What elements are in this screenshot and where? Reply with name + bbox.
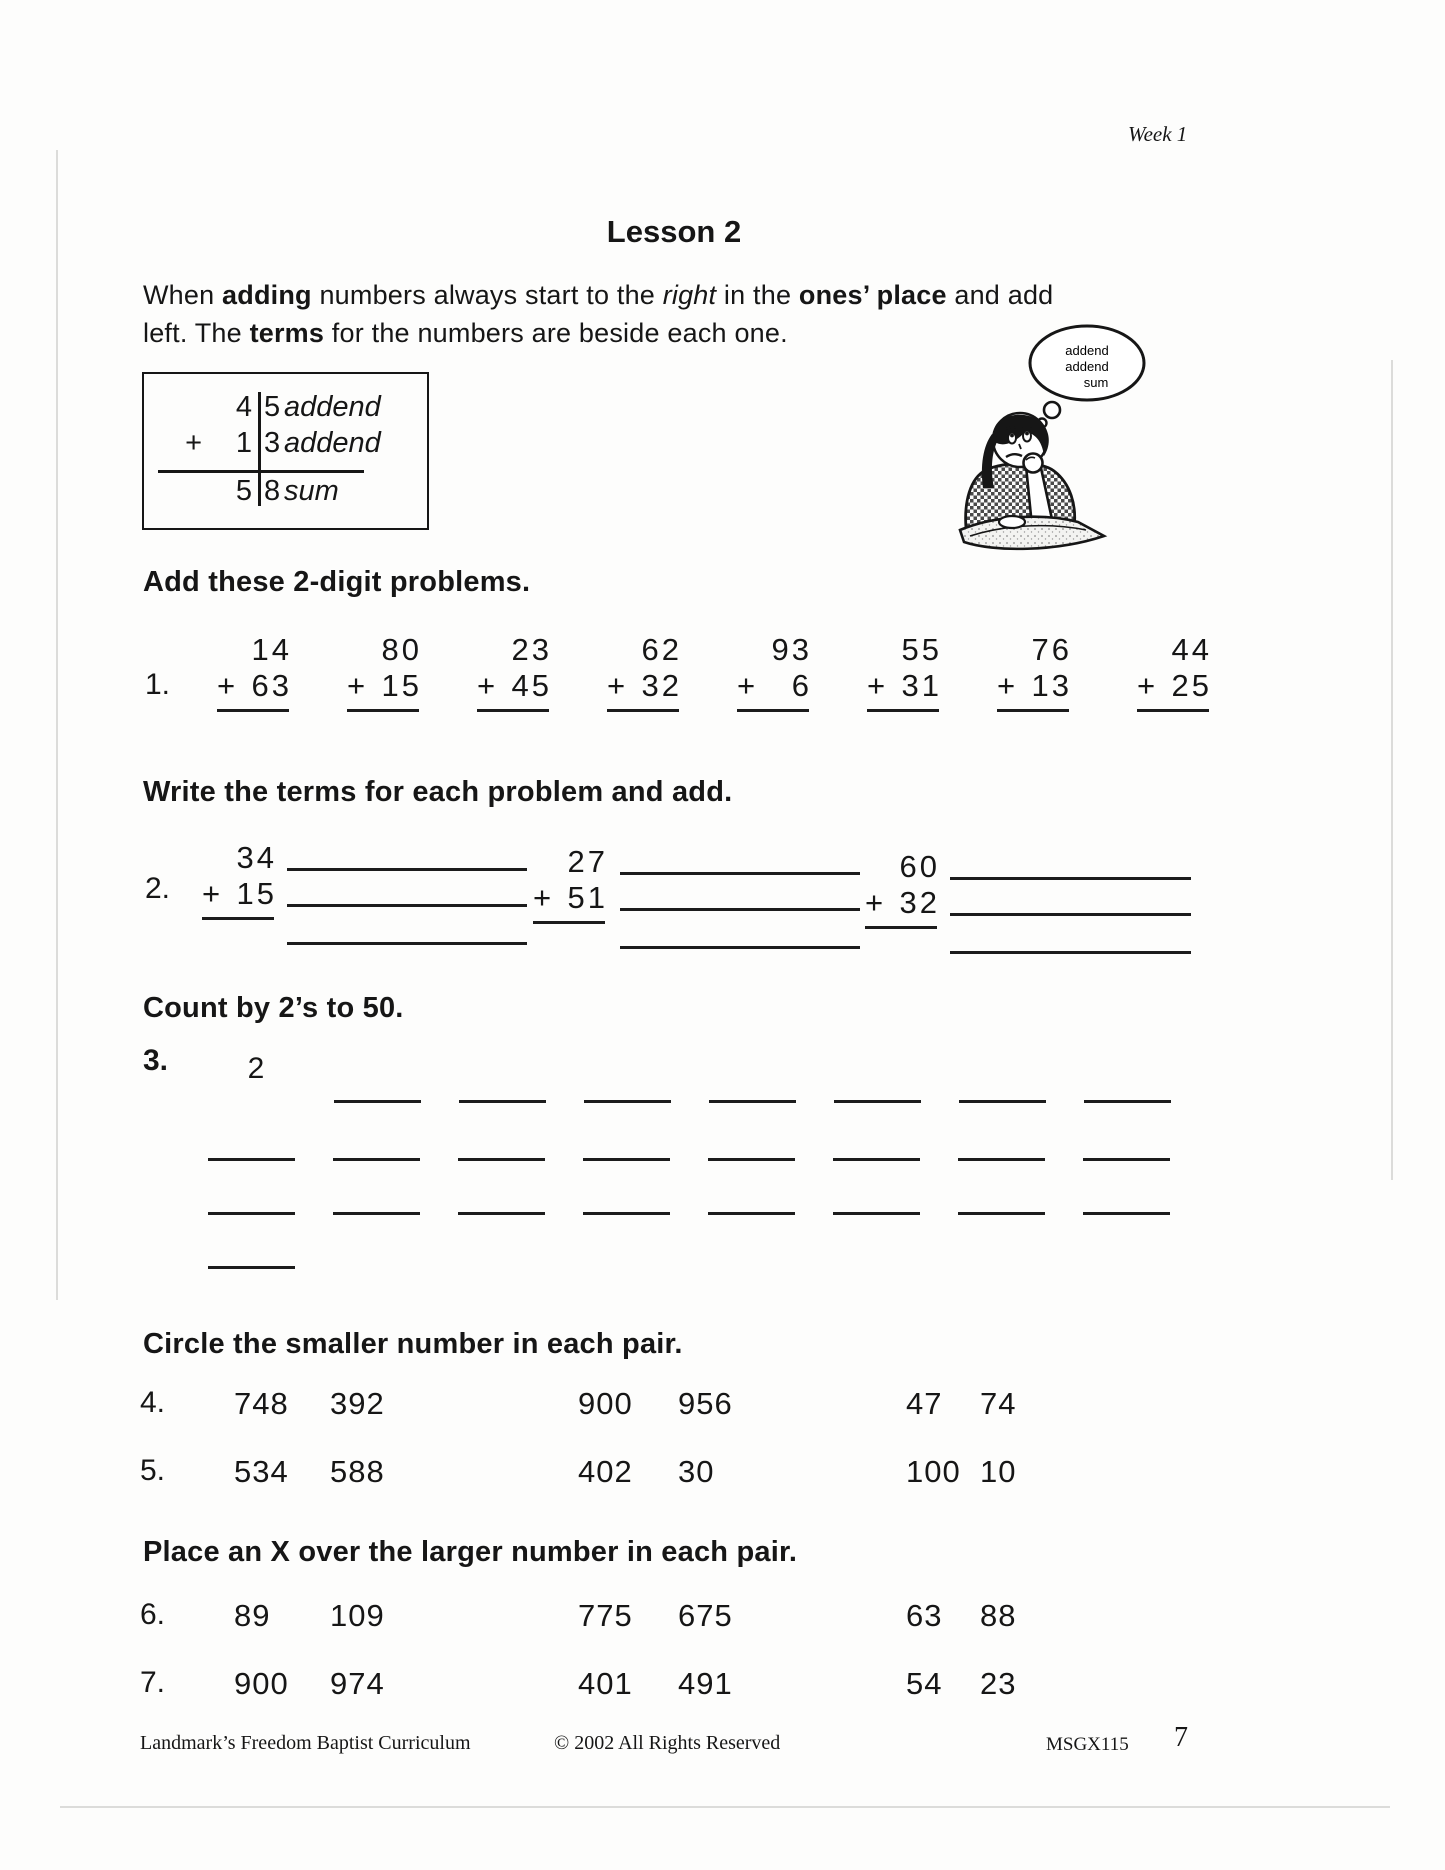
addend-bottom	[867, 668, 942, 704]
addend-value: 32	[899, 885, 940, 920]
pair-number: 675	[678, 1598, 733, 1633]
pair-number: 30	[678, 1454, 715, 1489]
addition-example-box	[142, 372, 429, 530]
answer-blank	[1083, 1158, 1170, 1161]
pair-number: 775	[578, 1598, 633, 1633]
intro-text-segment: and add	[946, 280, 1054, 310]
plus-sign: +	[185, 427, 202, 459]
answer-blank	[208, 1158, 295, 1161]
plus-sign: +	[202, 876, 221, 911]
ones-digit: 5	[264, 391, 281, 423]
plus-sign: +	[737, 668, 756, 703]
answer-blank	[287, 868, 527, 871]
addend-top: 44	[1171, 632, 1212, 667]
answer-blank	[958, 1212, 1045, 1215]
problem-label: 7.	[140, 1666, 166, 1699]
answer-blank	[833, 1158, 920, 1161]
pair-number: 109	[330, 1598, 385, 1633]
answer-blank	[333, 1158, 420, 1161]
addition-problem	[867, 632, 942, 712]
addend-bottom	[1137, 668, 1212, 704]
page-title: Lesson 2	[606, 214, 742, 249]
addition-problem	[997, 632, 1072, 712]
ones-digit: 3	[264, 427, 281, 459]
problem2-label: 2.	[145, 872, 171, 905]
bubble-line-3: sum	[1083, 375, 1109, 390]
addend-top: 93	[771, 632, 812, 667]
bubble-line-1: addend	[1065, 343, 1109, 358]
answer-blank	[620, 946, 860, 949]
answer-blank	[950, 877, 1191, 880]
addend-bottom	[347, 668, 422, 704]
answer-blank	[583, 1212, 670, 1215]
section4-heading: Circle the smaller number in each pair.	[143, 1328, 683, 1360]
addend-bottom	[737, 668, 812, 704]
addend-top: 62	[641, 632, 682, 667]
answer-blank	[1083, 1212, 1170, 1215]
addend-value: 32	[641, 668, 682, 703]
section1-heading: Add these 2-digit problems.	[143, 566, 531, 598]
scan-artifact-line	[56, 150, 58, 1300]
footer-page-number: 7	[1174, 1722, 1188, 1753]
plus-sign: +	[1137, 668, 1156, 703]
plus-sign: +	[217, 668, 236, 703]
bubble-line-2: addend	[1065, 359, 1109, 374]
pair-number: 402	[578, 1454, 633, 1489]
answer-blank	[287, 904, 527, 907]
answer-blank	[208, 1266, 295, 1269]
pair-number: 23	[980, 1666, 1017, 1701]
plus-sign: +	[997, 668, 1016, 703]
pair-number: 47	[906, 1386, 943, 1421]
answer-blank	[334, 1100, 421, 1103]
intro-text-segment: for the numbers are beside each one.	[324, 318, 788, 348]
pair-number: 89	[234, 1598, 271, 1633]
intro-text-segment: When	[143, 280, 223, 310]
week-label: Week 1	[1128, 122, 1188, 146]
intro-paragraph	[143, 276, 1073, 352]
addition-problem	[202, 840, 277, 920]
section5-heading: Place an X over the larger number in each pair.	[143, 1536, 798, 1568]
addend-top: 23	[511, 632, 552, 667]
problem-label: 6.	[140, 1598, 166, 1631]
addend-top: 55	[901, 632, 942, 667]
example-row-addend2	[144, 426, 427, 460]
addend-bottom	[607, 668, 682, 704]
section2-heading: Write the terms for each problem and add.	[143, 776, 733, 808]
addend-value: 25	[1171, 668, 1212, 703]
tens-digit: 1	[235, 427, 252, 459]
example-row-sum	[144, 474, 427, 508]
example-row-addend1	[144, 390, 427, 424]
answer-blank	[833, 1212, 920, 1215]
plus-sign: +	[477, 668, 496, 703]
addend-value: 63	[251, 668, 292, 703]
ones-digit: 8	[264, 475, 281, 507]
pair-number: 491	[678, 1666, 733, 1701]
tens-digit: 4	[235, 391, 252, 423]
problem-label: 5.	[140, 1454, 166, 1487]
pair-number: 100	[906, 1454, 961, 1489]
intro-text-segment: numbers always start to the	[311, 280, 663, 310]
term-label: addend	[284, 391, 381, 423]
plus-sign: +	[865, 885, 884, 920]
answer-blank	[458, 1212, 545, 1215]
pair-number: 974	[330, 1666, 385, 1701]
pair-number: 588	[330, 1454, 385, 1489]
answer-blank	[584, 1100, 671, 1103]
pair-number: 74	[980, 1386, 1017, 1421]
pair-number: 401	[578, 1666, 633, 1701]
addend-value: 15	[236, 876, 277, 911]
addend-top: 34	[236, 840, 277, 875]
answer-blank	[708, 1212, 795, 1215]
addend-value: 13	[1031, 668, 1072, 703]
term-label: sum	[284, 475, 339, 507]
pair-number: 956	[678, 1386, 733, 1421]
answer-blank	[950, 951, 1191, 954]
pair-number: 900	[578, 1386, 633, 1421]
sum-rule	[158, 470, 364, 473]
answer-blank	[950, 913, 1191, 916]
addend-bottom	[865, 885, 940, 921]
addition-problem	[347, 632, 422, 712]
pair-number: 900	[234, 1666, 289, 1701]
answer-blank	[620, 908, 860, 911]
problem3-label: 3.	[143, 1044, 169, 1077]
addition-problem	[865, 849, 940, 929]
plus-sign: +	[347, 668, 366, 703]
addend-value: 51	[567, 880, 608, 915]
answer-blank	[708, 1158, 795, 1161]
addend-value: 15	[381, 668, 422, 703]
term-label: addend	[284, 427, 381, 459]
addend-top: 76	[1031, 632, 1072, 667]
intro-text-segment: left. The	[143, 318, 250, 348]
section3-heading: Count by 2’s to 50.	[143, 992, 404, 1024]
addend-bottom	[997, 668, 1072, 704]
footer-publisher: Landmark’s Freedom Baptist Curriculum	[140, 1732, 471, 1754]
answer-blank	[834, 1100, 921, 1103]
answer-blank	[458, 1158, 545, 1161]
answer-blank	[958, 1158, 1045, 1161]
addend-value: 31	[901, 668, 942, 703]
addition-problem	[1137, 632, 1212, 712]
footer-code: MSGX115	[1046, 1734, 1129, 1755]
addend-bottom	[217, 668, 292, 704]
intro-text-segment: ones’ place	[798, 280, 947, 310]
addend-top: 27	[567, 844, 608, 879]
intro-text-segment: terms	[249, 318, 325, 348]
student-cartoon	[948, 316, 1160, 568]
problem1-label: 1.	[145, 668, 171, 701]
pair-number: 392	[330, 1386, 385, 1421]
addend-top: 80	[381, 632, 422, 667]
scan-artifact-line	[1391, 360, 1393, 1180]
problem-label: 4.	[140, 1386, 166, 1419]
plus-sign: +	[867, 668, 886, 703]
answer-blank	[287, 942, 527, 945]
addend-bottom	[202, 876, 277, 912]
addition-problem	[217, 632, 292, 712]
thinking-girl-illustration	[960, 413, 1104, 549]
pair-number: 63	[906, 1598, 943, 1633]
pair-number: 54	[906, 1666, 943, 1701]
footer-copyright: © 2002 All Rights Reserved	[554, 1732, 781, 1754]
intro-text-segment: adding	[222, 280, 312, 310]
answer-blank	[620, 872, 860, 875]
answer-blank	[459, 1100, 546, 1103]
answer-blank	[1084, 1100, 1171, 1103]
count-start-value: 2	[247, 1052, 265, 1085]
scan-artifact-line	[60, 1806, 1390, 1808]
intro-text-segment: in the	[716, 280, 799, 310]
answer-blank	[709, 1100, 796, 1103]
addend-bottom	[533, 880, 608, 916]
pair-number: 10	[980, 1454, 1017, 1489]
addend-value: 45	[511, 668, 552, 703]
addend-top: 14	[251, 632, 292, 667]
addition-problem	[533, 844, 608, 924]
plus-sign: +	[607, 668, 626, 703]
answer-blank	[208, 1212, 295, 1215]
addition-problem	[477, 632, 552, 712]
addition-problem	[737, 632, 812, 712]
plus-sign: +	[533, 880, 552, 915]
addend-top: 60	[899, 849, 940, 884]
thought-bubble	[1030, 326, 1144, 428]
intro-text-segment: right	[662, 280, 717, 310]
answer-blank	[959, 1100, 1046, 1103]
pair-number: 534	[234, 1454, 289, 1489]
answer-blank	[583, 1158, 670, 1161]
pair-number: 748	[234, 1386, 289, 1421]
addend-bottom	[477, 668, 552, 704]
addition-problem	[607, 632, 682, 712]
answer-blank	[333, 1212, 420, 1215]
tens-digit: 5	[235, 475, 252, 507]
addend-value: 6	[791, 668, 812, 703]
pair-number: 88	[980, 1598, 1017, 1633]
